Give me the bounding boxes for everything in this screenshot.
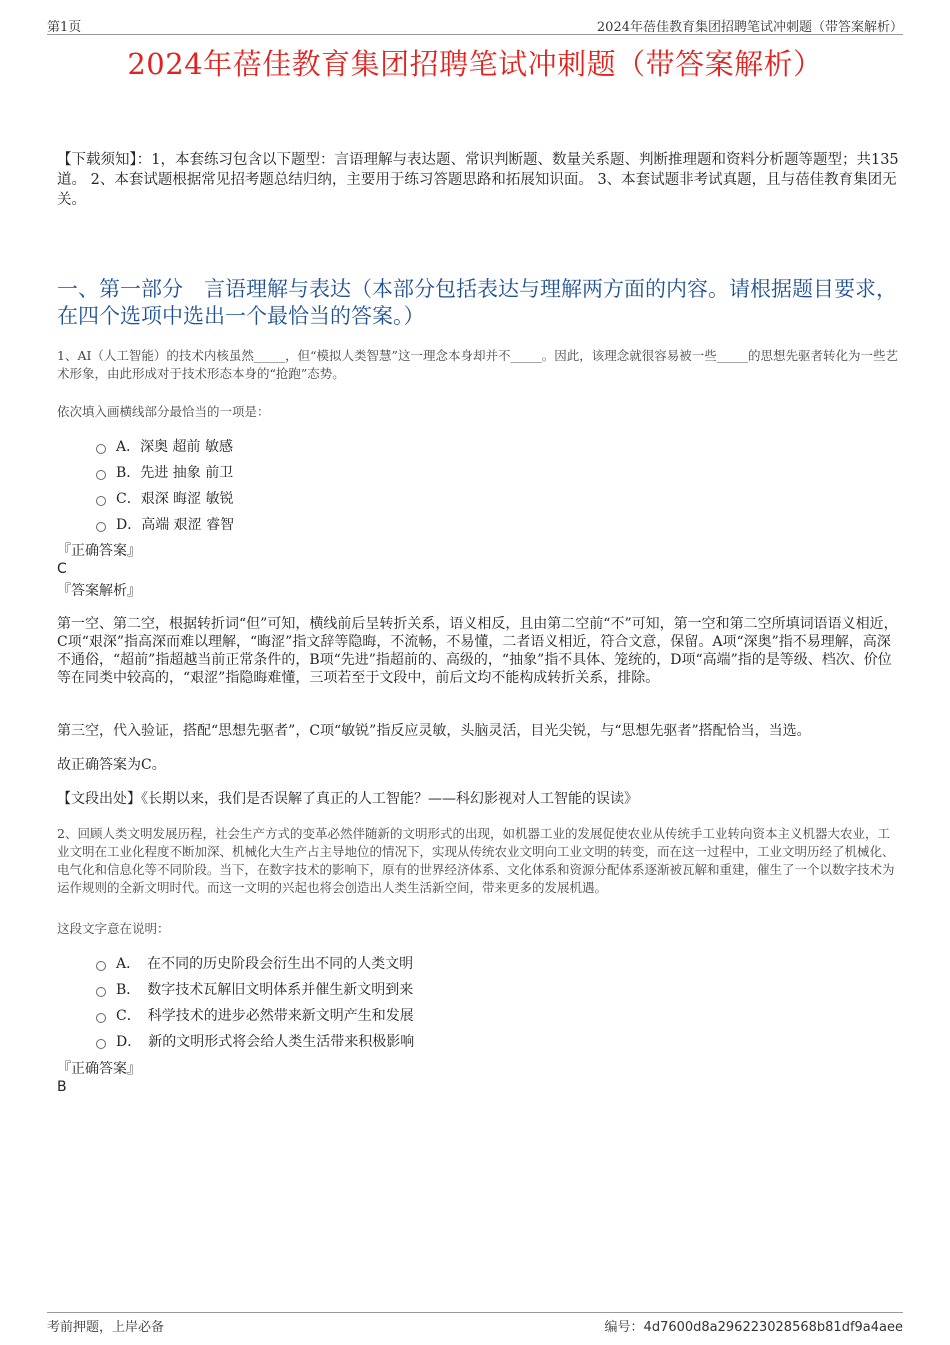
question-2-stem: 2、回顾人类文明发展历程，社会生产方式的变革必然伴随新的文明形式的出现，如机器工业的发展促使农业从传统手工业转向资本主义机器大农业，工业文明在工业化程度不断加深、机械化大生产占主导地位的情况下，实现从传统农业文明向工业文明的转变，而在这一过程中，工业文明历经了机械化、电气化和信息化等不同阶段。当下，在数字技术的影响下，原有的世界经济体系、文化体系和资源分配体系逐渐被瓦解和重建，催生了一个以数字技术为运作规则的全新文明时代。而这一文明的兴起也将会创造出人类生活新空间，带来更多的发展机遇。 (57, 826, 895, 895)
radio-icon[interactable] (96, 444, 106, 454)
radio-icon[interactable] (96, 987, 106, 997)
answer-label: 『正确答案』 (57, 543, 141, 559)
footer-serial: 编号：4d7600d8a296223028568b81df9a4aee (604, 1320, 903, 1335)
header-doc-title: 2024年蓓佳教育集团招聘笔试冲刺题（带答案解析） (596, 20, 903, 35)
analysis-paragraph-2: 第三空，代入验证，搭配“思想先驱者”，C项“敏锐”指反应灵敏，头脑灵活，目光尖锐，与“思想先驱者”搭配恰当，当选。 (57, 723, 811, 739)
question-1-options (96, 433, 234, 537)
radio-icon[interactable] (96, 1039, 106, 1049)
radio-icon[interactable] (96, 522, 106, 532)
radio-icon[interactable] (96, 496, 106, 506)
option-d[interactable]: D． 新的文明形式将会给人类生活带来积极影响 (96, 1028, 414, 1054)
page-number: 第1页 (47, 20, 82, 35)
option-b[interactable]: B． 数字技术瓦解旧文明体系并催生新文明到来 (96, 976, 414, 1002)
document-title: 2024年蓓佳教育集团招聘笔试冲刺题（带答案解析） (127, 47, 823, 81)
page-header (47, 16, 903, 35)
analysis-paragraph-3: 故正确答案为C。 (57, 757, 166, 773)
footer-slogan: 考前押题，上岸必备 (47, 1320, 165, 1335)
option-a[interactable]: A．深奥 超前 敏感 (96, 433, 234, 459)
question-2-ask: 这段文字意在说明： (57, 921, 170, 936)
option-b[interactable]: B．先进 抽象 前卫 (96, 459, 234, 485)
page-footer (47, 1312, 903, 1333)
radio-icon[interactable] (96, 470, 106, 480)
option-a[interactable]: A． 在不同的历史阶段会衍生出不同的人类文明 (96, 950, 414, 976)
radio-icon[interactable] (96, 961, 106, 971)
download-notice: 【下载须知】：1，本套练习包含以下题型：言语理解与表达题、常识判断题、数量关系题、判断推理题和资料分析题等题型；共135道。 2、本套试题根据常见招考题总结归纳，主要用于练习答题思路和拓展知识面。 3、本套试题非考试真题，且与蓓佳教育集团无关。 (57, 152, 899, 208)
option-c[interactable]: C．艰深 晦涩 敏锐 (96, 485, 234, 511)
question-2-options (96, 950, 414, 1054)
correct-answer: C (57, 561, 67, 577)
answer-label: 『正确答案』 (57, 1061, 141, 1077)
correct-answer: B (57, 1079, 67, 1095)
question-1-ask: 依次填入画横线部分最恰当的一项是： (57, 404, 270, 419)
option-d[interactable]: D．高端 艰涩 睿智 (96, 511, 234, 537)
source-citation: 【文段出处】《长期以来，我们是否误解了真正的人工智能？——科幻影视对人工智能的误读》 (57, 791, 638, 807)
radio-icon[interactable] (96, 1013, 106, 1023)
analysis-paragraph-1: 第一空、第二空，根据转折词“但”可知，横线前后呈转折关系，语义相反，且由第二空前“不”可知，第一空和第二空所填词语语义相近，C项“艰深”指高深而难以理解，“晦涩”指文辞等隐晦，不流畅，不易懂，二者语义相近，符合文意，保留。A项“深奥”指不易理解，高深不通俗，“超前”指超越当前正常条件的，B项“先进”指超前的、高级的，“抽象”指不具体、笼统的，D项“高端”指的是等级、档次、价位等在同类中较高的，“艰涩”指隐晦难懂，三项若至于文段中，前后文均不能构成转折关系，排除。 (57, 616, 898, 686)
question-1-stem: 1、AI（人工智能）的技术内核虽然_____，但“模拟人类智慧”这一理念本身却并不_____。因此，该理念就很容易被一些_____的思想先驱者转化为一些艺术形象，由此形成对于技术形态本身的“抢跑”态势。 (57, 348, 898, 381)
analysis-label: 『答案解析』 (57, 583, 141, 599)
option-c[interactable]: C． 科学技术的进步必然带来新文明产生和发展 (96, 1002, 414, 1028)
section-title: 一、第一部分 言语理解与表达（本部分包括表达与理解两方面的内容。请根据题目要求，在四个选项中选出一个最恰当的答案。） (57, 277, 897, 328)
